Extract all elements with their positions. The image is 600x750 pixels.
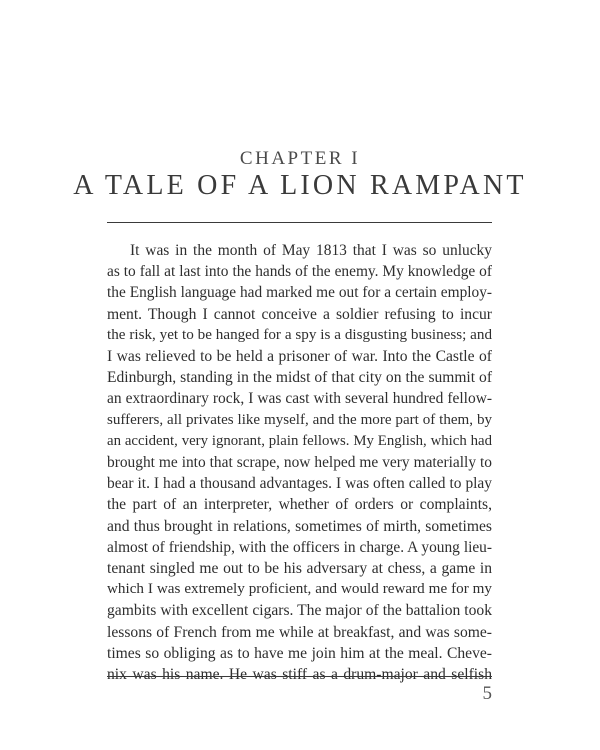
chapter-number: CHAPTER I: [239, 148, 361, 169]
bottom-rule: [107, 676, 492, 677]
body-line: which I was extremely proficient, and would reward me for my: [107, 581, 492, 598]
body-line: gambits with excellent cigars. The major of the battalion took: [107, 602, 492, 620]
body-line: the English language had marked me out for a certain employ-: [107, 284, 492, 302]
body-line: tenant singled me out to be his adversary at chess, a game in: [107, 560, 492, 578]
body-line: brought me into that scrape, now helped me very materially to: [107, 454, 492, 472]
body-line: as to fall at last into the hands of the enemy. My knowledge of: [107, 263, 492, 281]
body-line: It was in the month of May 1813 that I was so unlucky: [130, 242, 492, 259]
body-line: nix was his name. He was stiff as a drum-major and selfish: [107, 666, 492, 684]
body-line: the part of an interpreter, whether of orders or complaints,: [107, 496, 492, 514]
body-line: bear it. I had a thousand advantages. I was often called to play: [107, 475, 492, 493]
body-line: an extraordinary rock, I was cast with several hundred fellow-: [107, 390, 492, 408]
body-line: and thus brought in relations, sometimes of mirth, sometimes: [107, 517, 492, 535]
body-line: I was relieved to be held a prisoner of war. Into the Castle of: [107, 348, 492, 366]
body-text: [107, 240, 492, 685]
body-line: almost of friendship, with the officers in charge. A young lieu-: [107, 538, 492, 556]
body-line: times so obliging as to have me join him at the meal. Cheve-: [107, 644, 492, 662]
top-rule: [107, 222, 492, 223]
body-line: sufferers, all privates like myself, and the more part of them, by: [107, 411, 492, 428]
body-line: ment. Though I cannot conceive a soldier refusing to incur: [107, 305, 492, 323]
body-line: lessons of French from me while at breakfast, and was some-: [107, 623, 492, 641]
body-line: an accident, very ignorant, plain fellows. My English, which had: [107, 432, 492, 449]
chapter-title: A TALE OF A LION RAMPANT: [73, 170, 527, 201]
body-line: the risk, yet to be hanged for a spy is a disgusting business; and: [107, 326, 492, 343]
body-line: Edinburgh, standing in the midst of that city on the summit of: [107, 369, 492, 387]
page-number: 5: [482, 683, 492, 704]
